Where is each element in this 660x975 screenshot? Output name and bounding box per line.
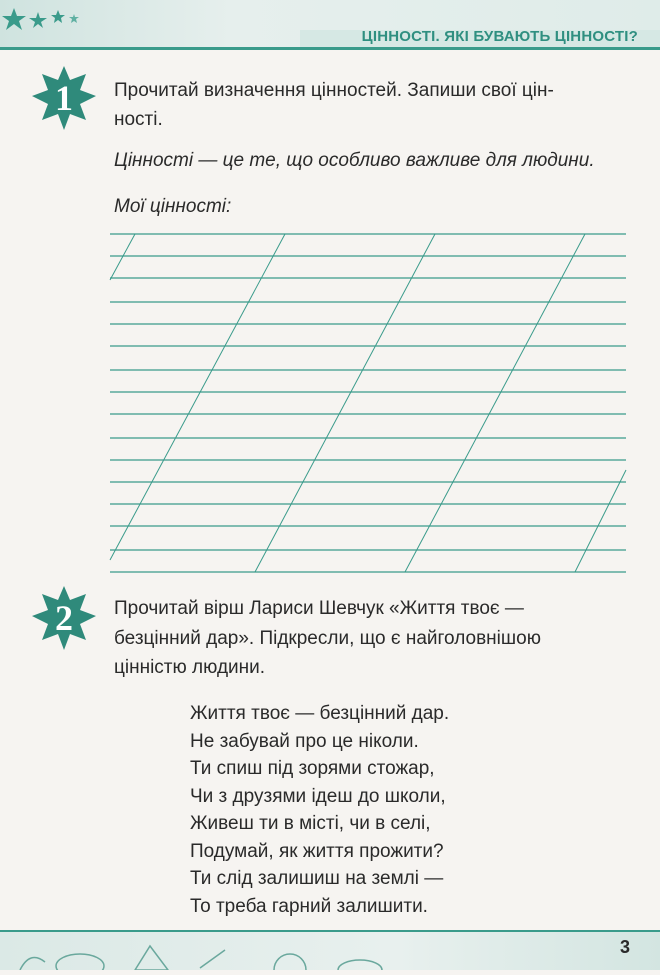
my-values-label: Мої цінності: [114, 196, 232, 217]
task-1-instruction-line-1: Прочитай визначення цінностей. Запиши свої цін- [114, 80, 554, 101]
task-2-number: 2 [55, 598, 73, 638]
poem-line[interactable]: Ти слід залишиш на землі — [190, 868, 444, 889]
page-number: 3 [619, 937, 630, 957]
poem-line[interactable]: Життя твоє — безцінний дар. [190, 703, 450, 724]
slant-lines [110, 234, 626, 572]
task-1-instruction-line-2: ності. [114, 109, 163, 130]
task-2-badge [30, 584, 98, 652]
poem-line[interactable]: Чи з друзями ідеш до школи, [190, 785, 446, 807]
task-2-instruction-line-2: безцінний дар». Підкресли, що є найголовнішою [114, 627, 541, 649]
poem-line[interactable]: Не забувай про це ніколи. [190, 730, 419, 752]
task-1-number: 1 [55, 78, 73, 118]
values-definition: Цінності — це те, що особливо важливе для людини. [114, 150, 595, 171]
task-2-instruction-line-1: Прочитай вірш Лариси Шевчук «Життя твоє — [114, 598, 524, 619]
task-2-instruction-line-3: цінністю людини. [114, 657, 266, 678]
footer-band [0, 932, 660, 970]
task-2-instruction [114, 594, 541, 683]
horizontal-lines [110, 234, 626, 572]
poem-line[interactable]: Живеш ти в місті, чи в селі, [190, 813, 431, 834]
poem [190, 700, 449, 920]
page-title: ЦІННОСТІ. ЯКІ БУВАЮТЬ ЦІННОСТІ? [361, 28, 638, 45]
poem-line[interactable]: То треба гарний залишити. [190, 895, 428, 917]
poem-line[interactable]: Ти спиш під зорями стожар, [190, 758, 435, 779]
poem-line[interactable]: Подумай, як життя прожити? [190, 840, 444, 862]
footer-decoration-icon [0, 932, 560, 970]
